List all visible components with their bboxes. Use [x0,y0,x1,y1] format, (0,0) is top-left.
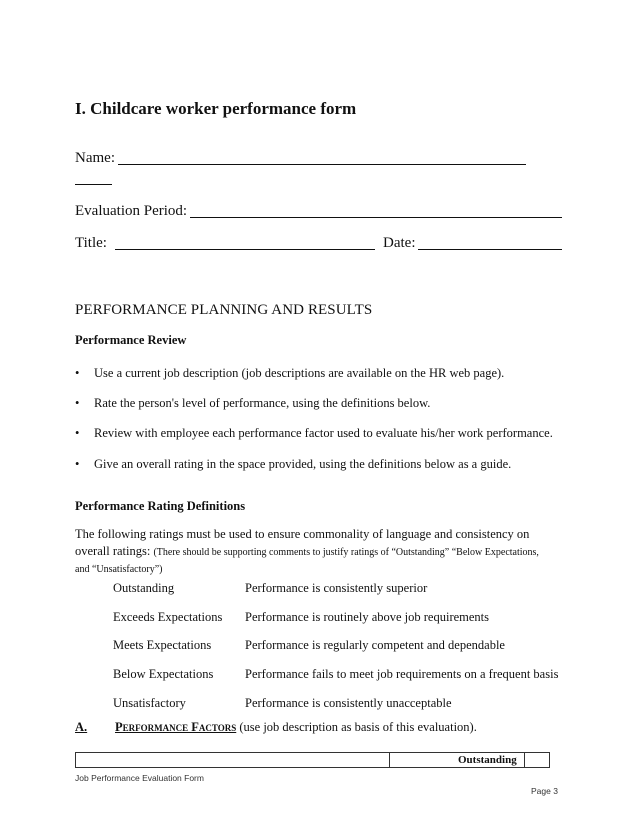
bullet-glyph: • [75,396,80,410]
intro-line-3-note: and “Unsatisfactory”) [75,564,163,575]
rating-definition: Performance is consistently superior [245,581,428,595]
rating-name: Meets Expectations [113,638,212,652]
intro-line-2-note: (There should be supporting comments to justify ratings of “Outstanding” “Below Expectations, [153,547,539,558]
performance-review-heading: Performance Review [75,333,187,347]
date-field-line[interactable] [418,249,562,250]
performance-factors-heading [75,720,477,735]
name-field-line-continued[interactable] [75,184,112,185]
factors-letter: A. [75,720,88,734]
intro-line-1: The following ratings must be used to ensure commonality of language and consistency on [75,527,530,541]
list-item [75,366,504,381]
bullet-text: Give an overall rating in the space provided, using the definitions below as a guide. [94,457,512,471]
name-field-line[interactable] [118,164,526,165]
intro-line-2 [75,543,575,561]
factors-title: Performance Factors [115,720,237,734]
bullet-text: Review with employee each performance factor used to evaluate his/her work performance. [94,426,553,440]
table-header-cell [75,752,390,768]
rating-name: Exceeds Expectations [113,610,223,624]
rating-definition: Performance is routinely above job requirements [245,610,490,624]
form-title: I. Childcare worker performance form [75,99,357,118]
section-heading: PERFORMANCE PLANNING AND RESULTS [75,302,373,318]
rating-definition: Performance is consistently unacceptable [245,696,452,710]
rating-name: Below Expectations [113,667,214,681]
outstanding-column-header: Outstanding [458,754,517,766]
bullet-text: Use a current job description (job descriptions are available on the HR web page). [94,366,505,380]
footer-page-number: Page 3 [531,786,558,796]
list-item [75,426,553,441]
factors-note: (use job description as basis of this evaluation). [236,720,477,734]
rating-checkbox-cell[interactable] [525,752,550,768]
rating-name: Unsatisfactory [113,696,186,710]
intro-line-2-main: overall ratings: [75,544,154,558]
title-label: Title: [75,235,107,251]
rating-name: Outstanding [113,581,175,595]
bullet-glyph: • [75,457,80,471]
bullet-glyph: • [75,426,80,440]
evaluation-period-label: Evaluation Period: [75,203,188,219]
rating-definitions-heading: Performance Rating Definitions [75,499,246,513]
rating-definition: Performance is regularly competent and dependable [245,638,505,652]
date-label: Date: [383,235,416,251]
bullet-text: Rate the person's level of performance, using the definitions below. [94,396,431,410]
footer-form-name: Job Performance Evaluation Form [75,773,204,783]
name-label: Name: [75,150,115,166]
list-item [75,396,430,411]
rating-definition: Performance fails to meet job requirements on a frequent basis [245,667,559,681]
rating-definitions-intro [75,526,575,578]
list-item [75,457,511,472]
bullet-glyph: • [75,366,80,380]
evaluation-period-field-line[interactable] [190,217,562,218]
title-field-line[interactable] [115,249,375,250]
